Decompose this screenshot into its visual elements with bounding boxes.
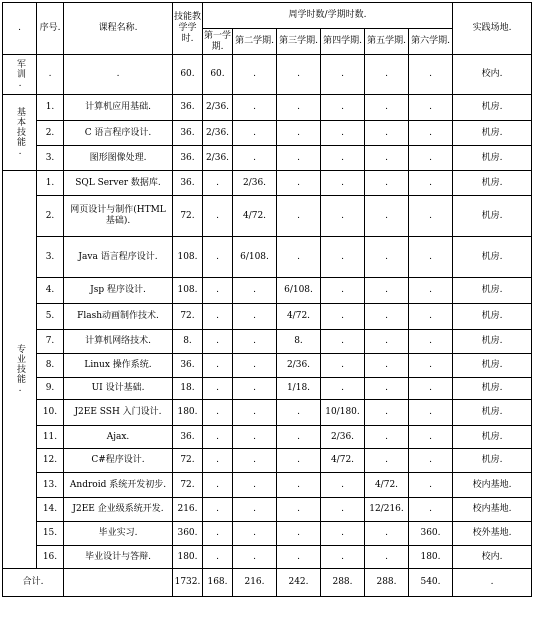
term-cell: . [203, 400, 233, 426]
hours-cell: 72. [173, 473, 203, 498]
seq-cell: 1. [37, 95, 64, 121]
table-row [3, 196, 532, 237]
hours-cell: 72. [173, 304, 203, 330]
hours-cell: 36. [173, 426, 203, 449]
total-hours: 1732. [173, 569, 203, 597]
term-cell: . [277, 449, 321, 473]
seq-cell: 14. [37, 498, 64, 522]
term-cell: . [277, 426, 321, 449]
course-name-cell: UI 设计基础. [64, 378, 173, 400]
place-cell: 校内. [453, 546, 532, 569]
term-cell: . [365, 522, 409, 546]
table-row [3, 55, 532, 95]
table-row [3, 522, 532, 546]
term-cell: . [203, 237, 233, 278]
course-name-cell: Ajax. [64, 426, 173, 449]
place-cell: 机房. [453, 196, 532, 237]
term-header: 第一学期. [203, 29, 233, 55]
term-cell: . [233, 121, 277, 146]
term-cell: 10/180. [321, 400, 365, 426]
term-cell: 2/36. [321, 426, 365, 449]
term-cell: 2/36. [233, 171, 277, 196]
hours-cell: 36. [173, 121, 203, 146]
hours-header: 技能教学学时. [173, 3, 203, 55]
term-cell: . [365, 304, 409, 330]
term-cell: . [233, 426, 277, 449]
term-cell: . [321, 522, 365, 546]
corner-cell: . [3, 3, 37, 55]
term-cell: . [233, 95, 277, 121]
term-cell: 360. [409, 522, 453, 546]
place-cell: 校内. [453, 55, 532, 95]
term-cell: . [409, 146, 453, 171]
term-cell: . [277, 196, 321, 237]
term-cell: . [233, 546, 277, 569]
term-cell: . [321, 498, 365, 522]
place-cell: 机房. [453, 400, 532, 426]
term-cell: . [409, 378, 453, 400]
course-name-cell: Jsp 程序设计. [64, 278, 173, 304]
table-row [3, 354, 532, 378]
term-cell: 60. [203, 55, 233, 95]
seq-cell: 8. [37, 354, 64, 378]
table-row [3, 330, 532, 354]
seq-cell: 5. [37, 304, 64, 330]
course-name-cell: C 语言程序设计. [64, 121, 173, 146]
term-cell: . [233, 278, 277, 304]
hours-cell: 36. [173, 95, 203, 121]
hours-cell: 72. [173, 196, 203, 237]
hours-cell: 216. [173, 498, 203, 522]
place-cell: 机房. [453, 449, 532, 473]
course-header: 课程名称. [64, 3, 173, 55]
term-cell: . [365, 55, 409, 95]
term-cell: . [365, 171, 409, 196]
category-label: 专业技能. [15, 344, 25, 395]
course-name-cell: SQL Server 数据库. [64, 171, 173, 196]
term-cell: . [365, 146, 409, 171]
term-cell: . [409, 400, 453, 426]
term-cell: . [277, 400, 321, 426]
term-cell: . [277, 498, 321, 522]
term-cell: . [277, 546, 321, 569]
term-cell: 4/72. [277, 304, 321, 330]
term-cell: . [409, 449, 453, 473]
term-cell: . [233, 449, 277, 473]
term-cell: . [203, 330, 233, 354]
term-cell: . [321, 304, 365, 330]
term-cell: . [203, 522, 233, 546]
course-name-cell: 毕业设计与答辩. [64, 546, 173, 569]
total-term: 288. [365, 569, 409, 597]
term-cell: . [321, 237, 365, 278]
total-term: 242. [277, 569, 321, 597]
term-cell: . [277, 171, 321, 196]
term-cell: . [233, 55, 277, 95]
term-cell: . [365, 278, 409, 304]
term-cell: . [409, 330, 453, 354]
seq-cell: 3. [37, 237, 64, 278]
term-cell: 4/72. [233, 196, 277, 237]
term-cell: 12/216. [365, 498, 409, 522]
category-cell [3, 171, 37, 569]
term-cell: . [277, 95, 321, 121]
place-cell: 机房. [453, 378, 532, 400]
total-term: 216. [233, 569, 277, 597]
table-row [3, 278, 532, 304]
term-cell: . [321, 196, 365, 237]
term-cell: . [365, 400, 409, 426]
term-cell: . [277, 146, 321, 171]
seq-header: 序号. [37, 3, 64, 55]
term-cell: 6/108. [277, 278, 321, 304]
place-cell: 机房. [453, 146, 532, 171]
hours-cell: 18. [173, 378, 203, 400]
category-label: 军训. [15, 59, 25, 90]
term-cell: . [233, 473, 277, 498]
term-cell: . [233, 400, 277, 426]
course-name-cell: J2EE SSH 入门设计. [64, 400, 173, 426]
term-cell: . [321, 473, 365, 498]
term-cell: . [203, 354, 233, 378]
term-cell: . [233, 330, 277, 354]
term-header: 第四学期. [321, 29, 365, 55]
seq-cell: 7. [37, 330, 64, 354]
term-cell: . [321, 146, 365, 171]
term-cell: . [365, 196, 409, 237]
term-cell: . [409, 55, 453, 95]
table-row [3, 426, 532, 449]
term-cell: . [365, 354, 409, 378]
term-cell: . [321, 354, 365, 378]
total-label: 合计. [3, 569, 64, 597]
term-cell: . [321, 378, 365, 400]
term-cell: 1/18. [277, 378, 321, 400]
seq-cell: 2. [37, 121, 64, 146]
curriculum-table [2, 2, 532, 597]
seq-cell: 15. [37, 522, 64, 546]
total-term: 288. [321, 569, 365, 597]
term-header: 第五学期. [365, 29, 409, 55]
term-cell: . [409, 196, 453, 237]
term-cell: 8. [277, 330, 321, 354]
place-cell: 机房. [453, 278, 532, 304]
term-cell: . [365, 121, 409, 146]
term-cell: . [321, 121, 365, 146]
seq-cell: 4. [37, 278, 64, 304]
seq-cell: 10. [37, 400, 64, 426]
table-row [3, 546, 532, 569]
seq-cell: 11. [37, 426, 64, 449]
term-cell: 2/36. [277, 354, 321, 378]
term-header: 第三学期. [277, 29, 321, 55]
term-cell: . [365, 330, 409, 354]
course-name-cell: . [64, 55, 173, 95]
table-row [3, 95, 532, 121]
place-cell: 校外基地. [453, 522, 532, 546]
seq-cell: 1. [37, 171, 64, 196]
term-cell: 4/72. [365, 473, 409, 498]
term-cell: . [321, 55, 365, 95]
term-cell: . [277, 473, 321, 498]
term-cell: . [233, 378, 277, 400]
total-blank [64, 569, 173, 597]
term-cell: . [233, 304, 277, 330]
term-cell: . [409, 354, 453, 378]
term-cell: . [203, 449, 233, 473]
total-term: 540. [409, 569, 453, 597]
term-cell: . [365, 237, 409, 278]
course-name-cell: Linux 操作系统. [64, 354, 173, 378]
term-cell: . [409, 95, 453, 121]
category-cell [3, 95, 37, 171]
seq-cell: . [37, 55, 64, 95]
term-cell: 180. [409, 546, 453, 569]
place-cell: 机房. [453, 95, 532, 121]
term-cell: . [203, 304, 233, 330]
term-cell: . [321, 546, 365, 569]
term-cell: . [365, 449, 409, 473]
category-label: 基本技能. [15, 107, 25, 158]
table-row [3, 304, 532, 330]
place-cell: 校内基地. [453, 498, 532, 522]
place-cell: 机房. [453, 304, 532, 330]
table-row [3, 171, 532, 196]
seq-cell: 2. [37, 196, 64, 237]
term-cell: . [233, 354, 277, 378]
term-cell: 2/36. [203, 95, 233, 121]
table-row [3, 146, 532, 171]
table-row [3, 121, 532, 146]
weekly-hours-header: 周学时数/学期时数. [203, 3, 453, 29]
term-cell: . [203, 196, 233, 237]
table-row [3, 449, 532, 473]
table-row [3, 378, 532, 400]
place-cell: 校内基地. [453, 473, 532, 498]
term-cell: . [203, 473, 233, 498]
term-cell: . [321, 278, 365, 304]
course-name-cell: Android 系统开发初步. [64, 473, 173, 498]
table-row [3, 237, 532, 278]
table-row [3, 498, 532, 522]
place-cell: 机房. [453, 330, 532, 354]
term-cell: . [321, 171, 365, 196]
hours-cell: 360. [173, 522, 203, 546]
place-cell: 机房. [453, 171, 532, 196]
hours-cell: 108. [173, 237, 203, 278]
term-cell: . [409, 121, 453, 146]
term-cell: . [409, 426, 453, 449]
seq-cell: 9. [37, 378, 64, 400]
term-cell: . [409, 278, 453, 304]
hours-cell: 180. [173, 546, 203, 569]
term-cell: . [365, 426, 409, 449]
course-name-cell: J2EE 企业级系统开发. [64, 498, 173, 522]
term-cell: . [203, 426, 233, 449]
total-row [3, 569, 532, 597]
term-cell: 2/36. [203, 121, 233, 146]
course-name-cell: 图形图像处理. [64, 146, 173, 171]
place-header: 实践场地. [453, 3, 532, 55]
term-cell: . [365, 546, 409, 569]
hours-cell: 8. [173, 330, 203, 354]
term-cell: 4/72. [321, 449, 365, 473]
term-cell: . [233, 522, 277, 546]
category-cell [3, 55, 37, 95]
hours-cell: 36. [173, 354, 203, 378]
hours-cell: 180. [173, 400, 203, 426]
term-header: 第二学期. [233, 29, 277, 55]
term-cell: . [277, 55, 321, 95]
total-term: 168. [203, 569, 233, 597]
term-cell: . [321, 95, 365, 121]
place-cell: 机房. [453, 121, 532, 146]
term-cell: . [365, 95, 409, 121]
course-name-cell: Java 语言程序设计. [64, 237, 173, 278]
hours-cell: 36. [173, 146, 203, 171]
seq-cell: 13. [37, 473, 64, 498]
seq-cell: 3. [37, 146, 64, 171]
term-cell: 2/36. [203, 146, 233, 171]
hours-cell: 60. [173, 55, 203, 95]
course-name-cell: C#程序设计. [64, 449, 173, 473]
term-cell: 6/108. [233, 237, 277, 278]
term-cell: . [365, 378, 409, 400]
term-cell: . [277, 121, 321, 146]
term-cell: . [203, 378, 233, 400]
term-cell: . [277, 522, 321, 546]
course-name-cell: Flash动画制作技术. [64, 304, 173, 330]
hours-cell: 36. [173, 171, 203, 196]
term-cell: . [233, 498, 277, 522]
term-cell: . [277, 237, 321, 278]
term-cell: . [203, 171, 233, 196]
term-cell: . [203, 278, 233, 304]
term-cell: . [409, 237, 453, 278]
table-row [3, 473, 532, 498]
seq-cell: 16. [37, 546, 64, 569]
term-cell: . [409, 473, 453, 498]
seq-cell: 12. [37, 449, 64, 473]
course-name-cell: 网页设计与制作(HTML 基础). [64, 196, 173, 237]
term-header: 第六学期. [409, 29, 453, 55]
term-cell: . [321, 330, 365, 354]
course-name-cell: 计算机应用基础. [64, 95, 173, 121]
place-cell: 机房. [453, 237, 532, 278]
term-cell: . [233, 146, 277, 171]
place-cell: 机房. [453, 354, 532, 378]
table-row [3, 400, 532, 426]
course-name-cell: 计算机网络技术. [64, 330, 173, 354]
term-cell: . [409, 171, 453, 196]
course-name-cell: 毕业实习. [64, 522, 173, 546]
place-cell: 机房. [453, 426, 532, 449]
total-place: . [453, 569, 532, 597]
term-cell: . [203, 546, 233, 569]
hours-cell: 72. [173, 449, 203, 473]
hours-cell: 108. [173, 278, 203, 304]
term-cell: . [409, 304, 453, 330]
term-cell: . [203, 498, 233, 522]
term-cell: . [409, 498, 453, 522]
